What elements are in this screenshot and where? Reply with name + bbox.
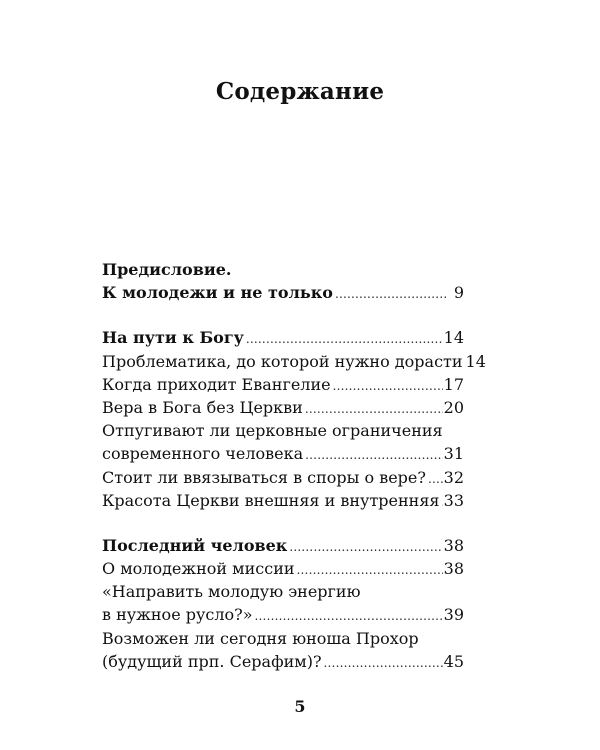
toc-preface-entry[interactable] <box>102 281 464 304</box>
toc-entry[interactable] <box>102 466 464 489</box>
toc-entry[interactable] <box>102 350 486 373</box>
toc-section-heading[interactable] <box>102 326 464 349</box>
toc-entry-line1 <box>102 627 464 650</box>
toc-entry-title: в нужное русло?» <box>102 605 253 625</box>
toc-entry[interactable] <box>102 557 464 580</box>
toc-entry-title: «Направить молодую энергию <box>102 582 361 602</box>
dot-leader <box>428 468 443 491</box>
toc-page-number: 38 <box>443 535 464 555</box>
toc-section-heading[interactable] <box>102 534 464 557</box>
dot-leader <box>297 559 443 582</box>
dot-leader <box>289 536 442 559</box>
toc-entry[interactable] <box>102 603 464 626</box>
table-of-contents <box>102 258 486 673</box>
toc-entry-title: (будущий прп. Серафим)? <box>102 651 322 671</box>
dot-leader <box>305 444 442 467</box>
toc-page-number: 39 <box>443 605 464 625</box>
dot-leader <box>255 605 443 628</box>
toc-entry[interactable] <box>102 442 464 465</box>
dot-leader <box>305 398 443 421</box>
toc-page-number: 31 <box>443 444 464 464</box>
dot-leader <box>324 652 443 675</box>
toc-entry-line1 <box>102 580 464 603</box>
toc-page-number: 14 <box>465 351 486 371</box>
dot-leader <box>335 283 447 306</box>
toc-page-number: 20 <box>443 397 464 417</box>
toc-entry-line1 <box>102 419 464 442</box>
toc-entry-title: Стоит ли ввязываться в споры о вере? <box>102 467 426 487</box>
toc-page-number: 17 <box>443 374 464 394</box>
toc-entry-title: Проблематика, до которой нужно дорасти <box>102 351 463 371</box>
toc-page-number: 9 <box>453 283 464 303</box>
toc-entry-title: О молодежной миссии <box>102 559 295 579</box>
toc-page-number: 32 <box>443 467 464 487</box>
toc-preface-title <box>102 258 464 281</box>
toc-section2-heading: Последний человек <box>102 535 288 555</box>
toc-entry[interactable] <box>102 396 464 419</box>
toc-entry[interactable] <box>102 373 464 396</box>
toc-entry[interactable] <box>102 489 464 512</box>
dot-leader <box>442 491 443 514</box>
dot-leader <box>246 328 443 351</box>
page-number: 5 <box>294 697 306 716</box>
toc-preface-line2: К молодежи и не только <box>102 283 333 303</box>
dot-leader <box>333 375 443 398</box>
toc-page-number: 33 <box>443 490 464 510</box>
toc-entry-title: современного человека <box>102 444 304 464</box>
toc-entry-title: Возможен ли сегодня юноша Прохор <box>102 628 419 648</box>
page-title: Содержание <box>215 78 385 105</box>
toc-entry-title: Когда приходит Евангелие <box>102 374 331 394</box>
toc-entry-title: Красота Церкви внешняя и внутренняя <box>102 490 440 510</box>
toc-section1-heading: На пути к Богу <box>102 328 244 348</box>
toc-entry-title: Вера в Бога без Церкви <box>102 397 303 417</box>
toc-entry-title: Отпугивают ли церковные ограничения <box>102 421 443 441</box>
toc-page-number: 38 <box>443 559 464 579</box>
toc-page-number: 14 <box>443 328 464 348</box>
toc-entry[interactable] <box>102 650 464 673</box>
toc-preface-line1: Предисловие. <box>102 260 232 279</box>
toc-page-number: 45 <box>443 651 464 671</box>
